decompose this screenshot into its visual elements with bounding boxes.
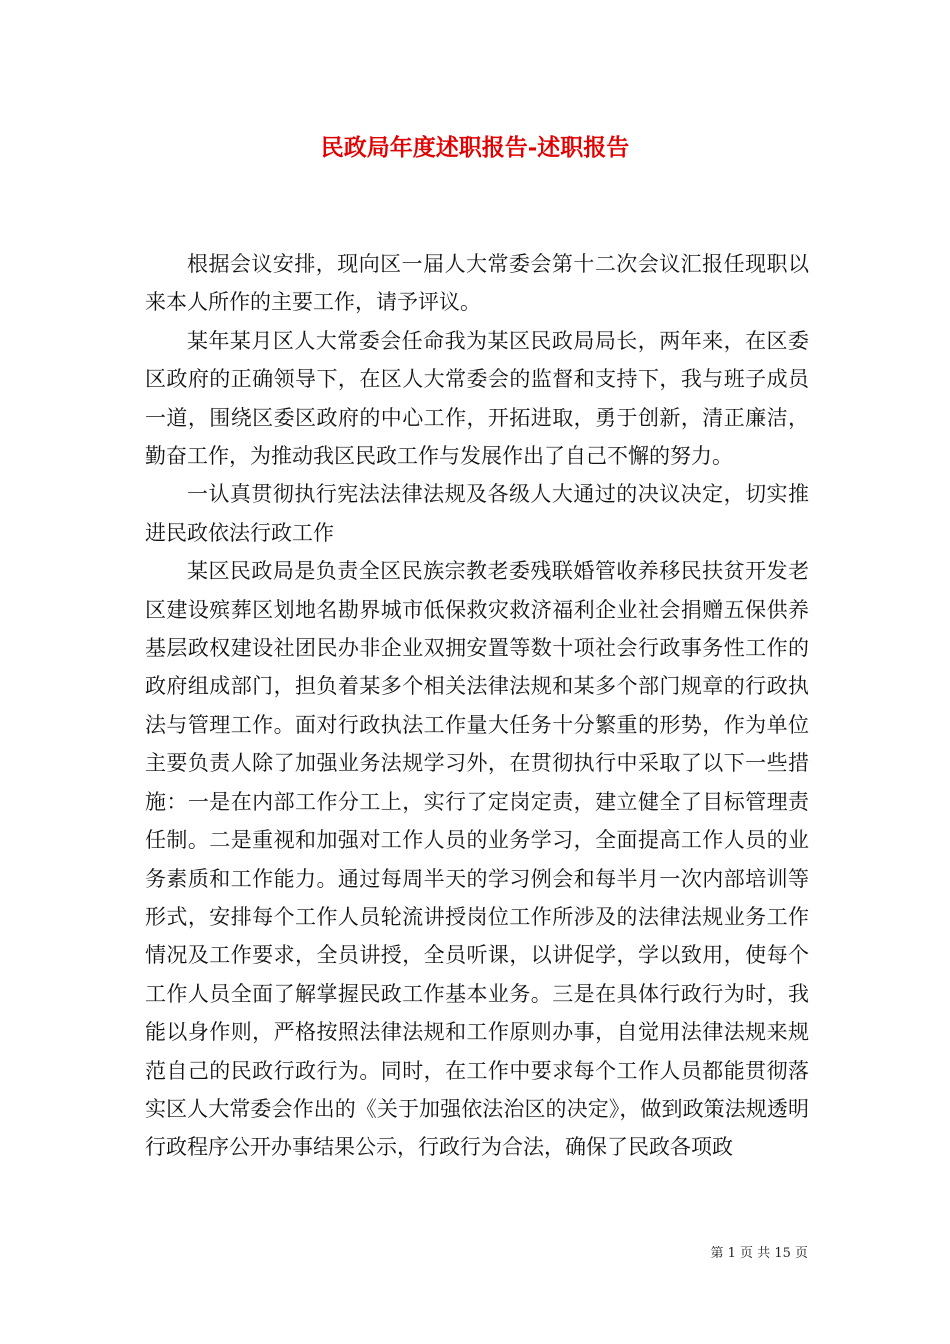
paragraph-intro: 根据会议安排，现向区一届人大常委会第十二次会议汇报任现职以来本人所作的主要工作，请予评议。 xyxy=(145,252,809,315)
document-title: 民政局年度述职报告-述职报告 xyxy=(320,134,630,161)
paragraph-responsibilities: 某区民政局是负责全区民族宗教老委残联婚管收养移民扶贫开发老区建设殡葬区划地名勘界城市低保救灾救济福利企业社会捐赠五保供养基层政权建设社团民办非企业双拥安置等数十项社会行政事务性工作的政府组成部门，担负着某多个相关法律法规和某多个部门规章的行政执法与管理工作。面对行政执法工作量大任务十分繁重的形势，作为单位主要负责人除了加强业务法规学习外，在贯彻执行中采取了以下一些措施：一是在内部工作分工上，实行了定岗定责，建立健全了目标管理责任制。二是重视和加强对工作人员的业务学习，全面提高工作人员的业务素质和工作能力。通过每周半天的学习例会和每半月一次内部培训等形式，安排每个工作人员轮流讲授岗位工作所涉及的法律法规业务工作情况及工作要求，全员讲授，全员听课，以讲促学，学以致用，使每个工作人员全面了解掌握民政工作基本业务。三是在具体行政行为时，我能以身作则，严格按照法律法规和工作原则办事，自觉用法律法规来规范自己的民政行政行为。同时，在工作中要求每个工作人员都能贯彻落实区人大常委会作出的《关于加强依法治区的决定》，做到政策法规透明行政程序公开办事结果公示，行政行为合法，确保了民政各项政 xyxy=(145,559,809,1160)
page-number: 第 1 页 共 15 页 xyxy=(710,1246,808,1261)
section-heading-1: 一认真贯彻执行宪法法律法规及各级人大通过的决议决定，切实推进民政依法行政工作 xyxy=(145,482,809,545)
paragraph-appointment: 某年某月区人大常委会任命我为某区民政局局长，两年来，在区委区政府的正确领导下，在区人大常委会的监督和支持下，我与班子成员一道，围绕区委区政府的中心工作，开拓进取，勇于创新，清正廉洁，勤奋工作，为推动我区民政工作与发展作出了自己不懈的努力。 xyxy=(145,328,809,469)
document-body xyxy=(145,245,809,1167)
